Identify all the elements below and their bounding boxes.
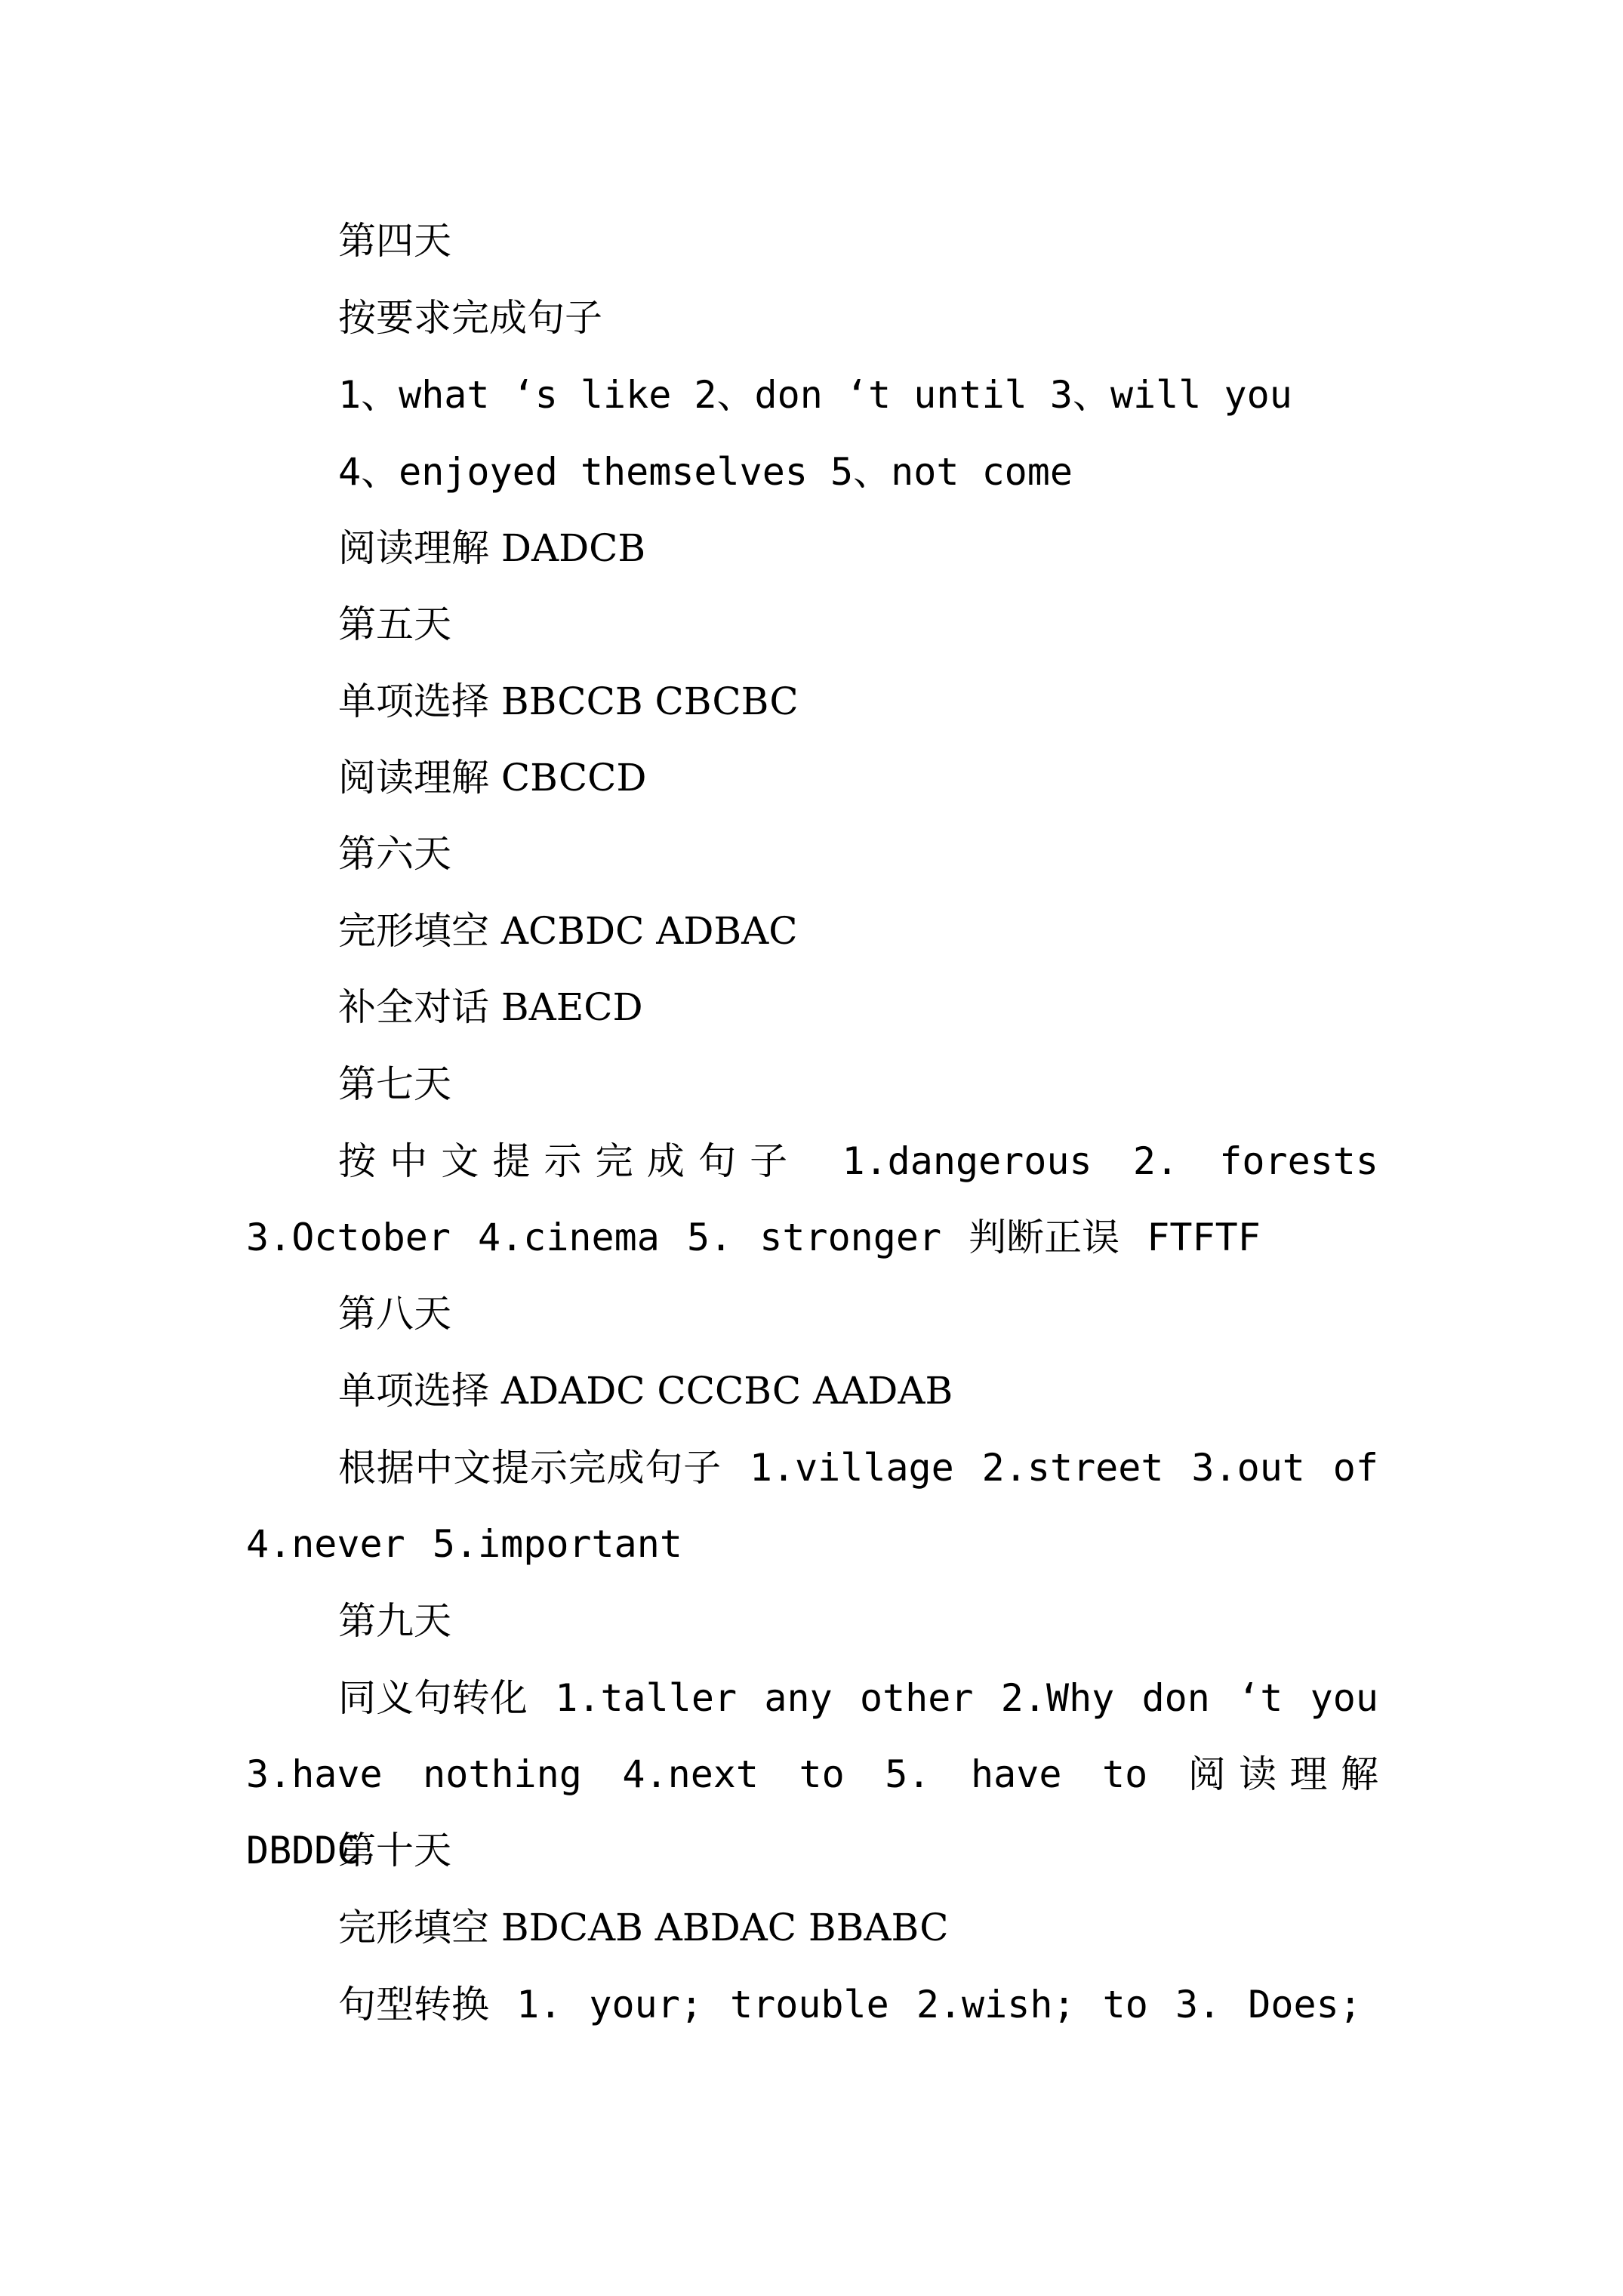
heading-day-6: 第六天 [338, 832, 451, 876]
answer-line: 补全对话 BAECD [338, 985, 643, 1029]
answer-paragraph: 按中文提示完成句子 1.dangerous 2. forests 3.October 4.cinema 5. stronger 判断正误 FTFTF [246, 1139, 1378, 1259]
answer-paragraph: 根据中文提示完成句子 1.village 2.street 3.out of 4.never 5.important [246, 1446, 1378, 1566]
answer-line: 4、enjoyed themselves 5、not come [338, 450, 1073, 494]
answer-line: 单项选择 BBCCB CBCBC [338, 680, 799, 723]
heading-day-7: 第七天 [338, 1062, 451, 1106]
answer-line: 单项选择 ADADC CCCBC AADAB [338, 1369, 953, 1413]
heading-day-10: 第十天 [338, 1829, 451, 1872]
heading-day-9: 第九天 [338, 1599, 451, 1643]
answer-line: 阅读理解 CBCCD [338, 756, 647, 800]
heading-day-8: 第八天 [338, 1292, 451, 1336]
answer-paragraph: 同义句转化 1.taller any other 2.Why don ‘t you 3.have nothing 4.next to 5. have to 阅读理解 DBDDC [246, 1676, 1378, 1872]
answer-line: 1、what ‘s like 2、don ‘t until 3、will you [338, 373, 1292, 417]
answer-line: 完形填空 ACBDC ADBAC [338, 909, 798, 953]
heading-day-5: 第五天 [338, 603, 451, 646]
answer-line: 完形填空 BDCAB ABDAC BBABC [338, 1906, 949, 1949]
heading-day-4: 第四天 [338, 219, 451, 263]
answer-paragraph: 句型转换 1. your; trouble 2.wish; to 3. Does; [338, 1983, 1362, 2026]
section-complete-sentences: 按要求完成句子 [338, 296, 602, 340]
answer-line: 阅读理解 DADCB [338, 526, 646, 570]
